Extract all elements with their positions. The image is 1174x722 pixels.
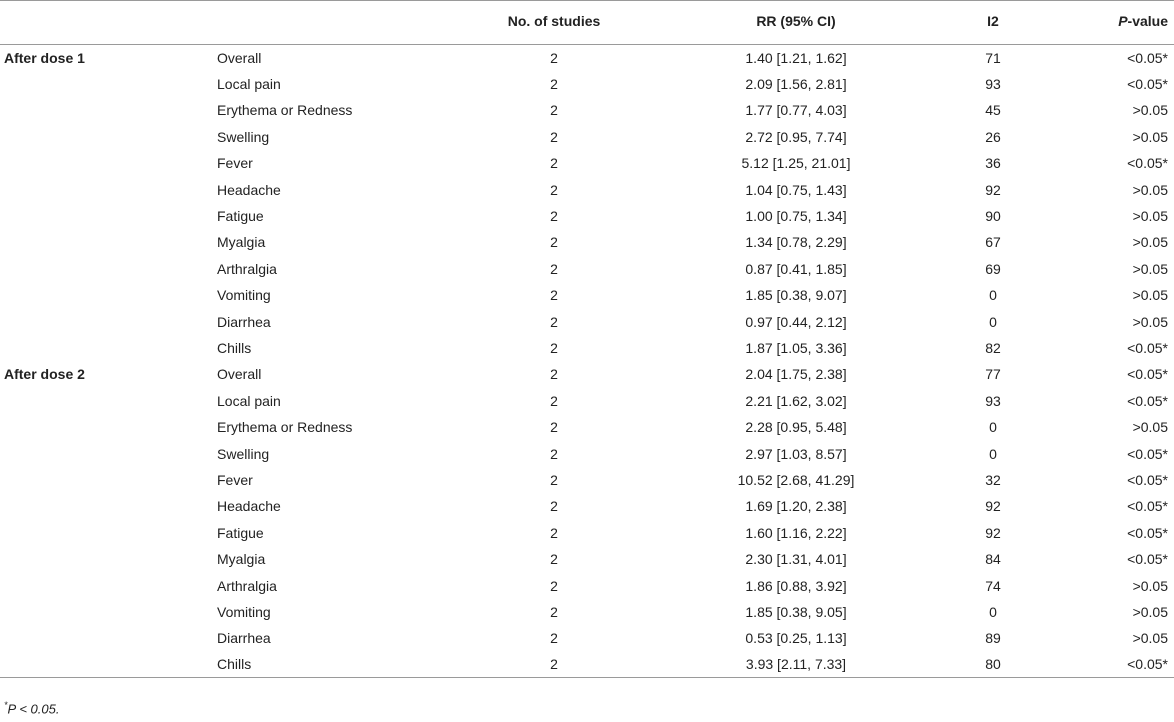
cell-i2: 84 <box>985 551 1001 568</box>
cell-group <box>0 388 205 414</box>
header-i2: I2 <box>922 1 1064 45</box>
cell-rr: 1.87 [1.05, 3.36] <box>745 339 847 356</box>
cell-i2: 93 <box>985 392 1001 409</box>
cell-pvalue: >0.05 <box>1132 313 1168 330</box>
table-row <box>0 124 1174 150</box>
cell-rr: 0.53 [0.25, 1.13] <box>745 630 847 647</box>
cell-studies: 2 <box>550 577 558 594</box>
cell-group: After dose 2 <box>4 366 85 383</box>
cell-studies: 2 <box>550 128 558 145</box>
cell-group <box>0 97 205 123</box>
cell-rr: 2.04 [1.75, 2.38] <box>745 366 847 383</box>
cell-item: Swelling <box>217 128 270 145</box>
table-row <box>0 335 1174 361</box>
cell-studies: 2 <box>550 630 558 647</box>
cell-group <box>0 308 205 334</box>
header-pvalue-p: P <box>1118 13 1128 29</box>
cell-i2: 69 <box>985 260 1001 277</box>
cell-pvalue: <0.05* <box>1127 551 1168 568</box>
cell-rr: 1.86 [0.88, 3.92] <box>745 577 847 594</box>
cell-i2: 92 <box>985 524 1001 541</box>
cell-studies: 2 <box>550 551 558 568</box>
cell-rr: 3.93 [2.11, 7.33] <box>670 651 922 677</box>
cell-group <box>0 282 205 308</box>
table-body <box>0 45 1174 678</box>
cell-item: Diarrhea <box>217 630 271 647</box>
table-row <box>0 256 1174 282</box>
cell-studies: 2 <box>550 392 558 409</box>
cell-pvalue: <0.05* <box>1127 445 1168 462</box>
table-row <box>0 282 1174 308</box>
cell-pvalue: >0.05 <box>1132 577 1168 594</box>
table-row <box>0 388 1174 414</box>
cell-item: Fatigue <box>217 524 264 541</box>
cell-pvalue: >0.05 <box>1132 128 1168 145</box>
cell-rr: 1.00 [0.75, 1.34] <box>745 208 847 225</box>
cell-i2: 0 <box>989 287 997 304</box>
cell-item: Arthralgia <box>217 577 277 594</box>
cell-i2: 71 <box>985 49 1001 66</box>
footnote-text: P < 0.05. <box>7 701 60 717</box>
cell-pvalue: <0.05* <box>1127 76 1168 93</box>
cell-group: After dose 1 <box>4 49 85 66</box>
cell-studies: 2 <box>550 524 558 541</box>
table-row <box>0 440 1174 466</box>
cell-i2: 32 <box>985 471 1001 488</box>
cell-studies: 2 <box>550 471 558 488</box>
cell-group <box>0 572 205 598</box>
cell-i2: 89 <box>985 630 1001 647</box>
cell-studies: 2 <box>550 155 558 172</box>
cell-i2: 36 <box>985 155 1001 172</box>
cell-studies: 2 <box>550 76 558 93</box>
table-row <box>0 546 1174 572</box>
cell-pvalue: <0.05* <box>1127 524 1168 541</box>
table-row <box>0 97 1174 123</box>
cell-rr: 1.40 [1.21, 1.62] <box>745 49 847 66</box>
table-header <box>0 1 1174 45</box>
cell-pvalue: >0.05 <box>1132 234 1168 251</box>
cell-group <box>0 150 205 176</box>
cell-group <box>0 414 205 440</box>
cell-item: Myalgia <box>217 551 266 568</box>
table-row <box>0 520 1174 546</box>
header-rr: RR (95% CI) <box>670 1 922 45</box>
cell-studies: 2 <box>550 339 558 356</box>
cell-studies: 2 <box>550 313 558 330</box>
table-row <box>0 651 1174 677</box>
cell-pvalue: <0.05* <box>1064 651 1174 677</box>
cell-item: Headache <box>217 181 281 198</box>
cell-rr: 1.34 [0.78, 2.29] <box>745 234 847 251</box>
table-row <box>0 414 1174 440</box>
cell-rr: 2.09 [1.56, 2.81] <box>745 76 847 93</box>
cell-studies: 2 <box>550 260 558 277</box>
cell-group <box>0 124 205 150</box>
cell-item: Erythema or Redness <box>217 102 353 119</box>
cell-i2: 45 <box>985 102 1001 119</box>
cell-item: Diarrhea <box>217 313 271 330</box>
table-row <box>0 467 1174 493</box>
cell-item: Chills <box>217 339 252 356</box>
cell-pvalue: <0.05* <box>1127 392 1168 409</box>
cell-item: Overall <box>217 366 262 383</box>
cell-studies: 2 <box>550 49 558 66</box>
header-group <box>0 1 205 45</box>
cell-rr: 2.30 [1.31, 4.01] <box>745 551 847 568</box>
table-row <box>0 625 1174 651</box>
cell-group <box>0 335 205 361</box>
table-row <box>0 308 1174 334</box>
table-footnote <box>4 700 59 716</box>
table-row <box>0 599 1174 625</box>
cell-group <box>0 493 205 519</box>
cell-item: Headache <box>217 498 281 515</box>
cell-pvalue: >0.05 <box>1132 287 1168 304</box>
cell-group <box>0 256 205 282</box>
cell-item: Local pain <box>217 392 281 409</box>
cell-rr: 2.72 [0.95, 7.74] <box>745 128 847 145</box>
cell-rr: 0.87 [0.41, 1.85] <box>745 260 847 277</box>
table-row <box>0 45 1174 71</box>
cell-rr: 0.97 [0.44, 2.12] <box>745 313 847 330</box>
cell-i2: 0 <box>989 603 997 620</box>
table-row <box>0 71 1174 97</box>
cell-studies: 2 <box>550 445 558 462</box>
cell-group <box>0 546 205 572</box>
cell-group <box>0 625 205 651</box>
cell-i2: 0 <box>989 419 997 436</box>
cell-group <box>0 71 205 97</box>
cell-i2: 77 <box>985 366 1001 383</box>
cell-group <box>0 203 205 229</box>
cell-rr: 1.85 [0.38, 9.07] <box>745 287 847 304</box>
cell-rr: 1.60 [1.16, 2.22] <box>745 524 847 541</box>
cell-group <box>0 440 205 466</box>
cell-pvalue: <0.05* <box>1127 366 1168 383</box>
cell-i2: 67 <box>985 234 1001 251</box>
header-pvalue <box>1064 1 1174 45</box>
cell-group <box>0 599 205 625</box>
cell-group <box>0 520 205 546</box>
cell-rr: 1.04 [0.75, 1.43] <box>745 181 847 198</box>
table-row <box>0 493 1174 519</box>
cell-rr: 10.52 [2.68, 41.29] <box>737 471 855 488</box>
cell-item: Vomiting <box>217 287 271 304</box>
header-row <box>0 1 1174 45</box>
table-row <box>0 203 1174 229</box>
cell-i2: 82 <box>985 339 1001 356</box>
cell-studies: 2 <box>550 419 558 436</box>
cell-i2: 92 <box>985 181 1001 198</box>
table-row <box>0 150 1174 176</box>
cell-i2: 80 <box>922 651 1064 677</box>
header-studies: No. of studies <box>438 1 670 45</box>
table-row <box>0 229 1174 255</box>
cell-studies: 2 <box>438 651 670 677</box>
cell-rr: 5.12 [1.25, 21.01] <box>741 155 851 172</box>
cell-rr: 1.77 [0.77, 4.03] <box>745 102 847 119</box>
cell-studies: 2 <box>550 366 558 383</box>
table-row <box>0 572 1174 598</box>
cell-item: Overall <box>217 49 262 66</box>
cell-studies: 2 <box>550 181 558 198</box>
cell-pvalue: >0.05 <box>1132 102 1168 119</box>
cell-item: Chills <box>205 651 438 677</box>
cell-item: Arthralgia <box>217 260 277 277</box>
cell-item: Myalgia <box>217 234 266 251</box>
cell-studies: 2 <box>550 603 558 620</box>
cell-pvalue: <0.05* <box>1127 49 1168 66</box>
cell-i2: 0 <box>989 445 997 462</box>
cell-i2: 92 <box>985 498 1001 515</box>
cell-pvalue: >0.05 <box>1132 208 1168 225</box>
cell-i2: 90 <box>985 208 1001 225</box>
cell-i2: 93 <box>985 76 1001 93</box>
cell-pvalue: >0.05 <box>1132 181 1168 198</box>
cell-item: Local pain <box>217 76 281 93</box>
cell-studies: 2 <box>550 102 558 119</box>
footnote-marker: * <box>4 700 8 710</box>
cell-item: Fever <box>217 155 253 172</box>
table-row <box>0 361 1174 387</box>
cell-studies: 2 <box>550 208 558 225</box>
header-pvalue-rest: -value <box>1127 13 1168 29</box>
cell-group <box>0 651 205 677</box>
cell-i2: 26 <box>985 128 1001 145</box>
cell-studies: 2 <box>550 498 558 515</box>
cell-pvalue: >0.05 <box>1132 419 1168 436</box>
cell-rr: 2.21 [1.62, 3.02] <box>745 392 847 409</box>
cell-rr: 1.85 [0.38, 9.05] <box>745 603 847 620</box>
cell-pvalue: <0.05* <box>1127 339 1168 356</box>
header-item <box>205 1 438 45</box>
cell-i2: 0 <box>989 313 997 330</box>
cell-item: Vomiting <box>217 603 271 620</box>
cell-group <box>0 176 205 202</box>
cell-rr: 2.97 [1.03, 8.57] <box>745 445 847 462</box>
cell-pvalue: >0.05 <box>1132 603 1168 620</box>
cell-item: Fatigue <box>217 208 264 225</box>
cell-pvalue: <0.05* <box>1127 498 1168 515</box>
cell-rr: 2.28 [0.95, 5.48] <box>745 419 847 436</box>
cell-i2: 74 <box>985 577 1001 594</box>
cell-group <box>0 467 205 493</box>
cell-item: Erythema or Redness <box>217 419 353 436</box>
cell-rr: 1.69 [1.20, 2.38] <box>745 498 847 515</box>
cell-pvalue: >0.05 <box>1132 260 1168 277</box>
cell-item: Fever <box>217 471 253 488</box>
cell-pvalue: <0.05* <box>1127 471 1168 488</box>
cell-pvalue: >0.05 <box>1132 630 1168 647</box>
cell-group <box>0 229 205 255</box>
cell-studies: 2 <box>550 287 558 304</box>
cell-studies: 2 <box>550 234 558 251</box>
cell-pvalue: <0.05* <box>1127 155 1168 172</box>
table-row <box>0 176 1174 202</box>
cell-item: Swelling <box>217 445 270 462</box>
